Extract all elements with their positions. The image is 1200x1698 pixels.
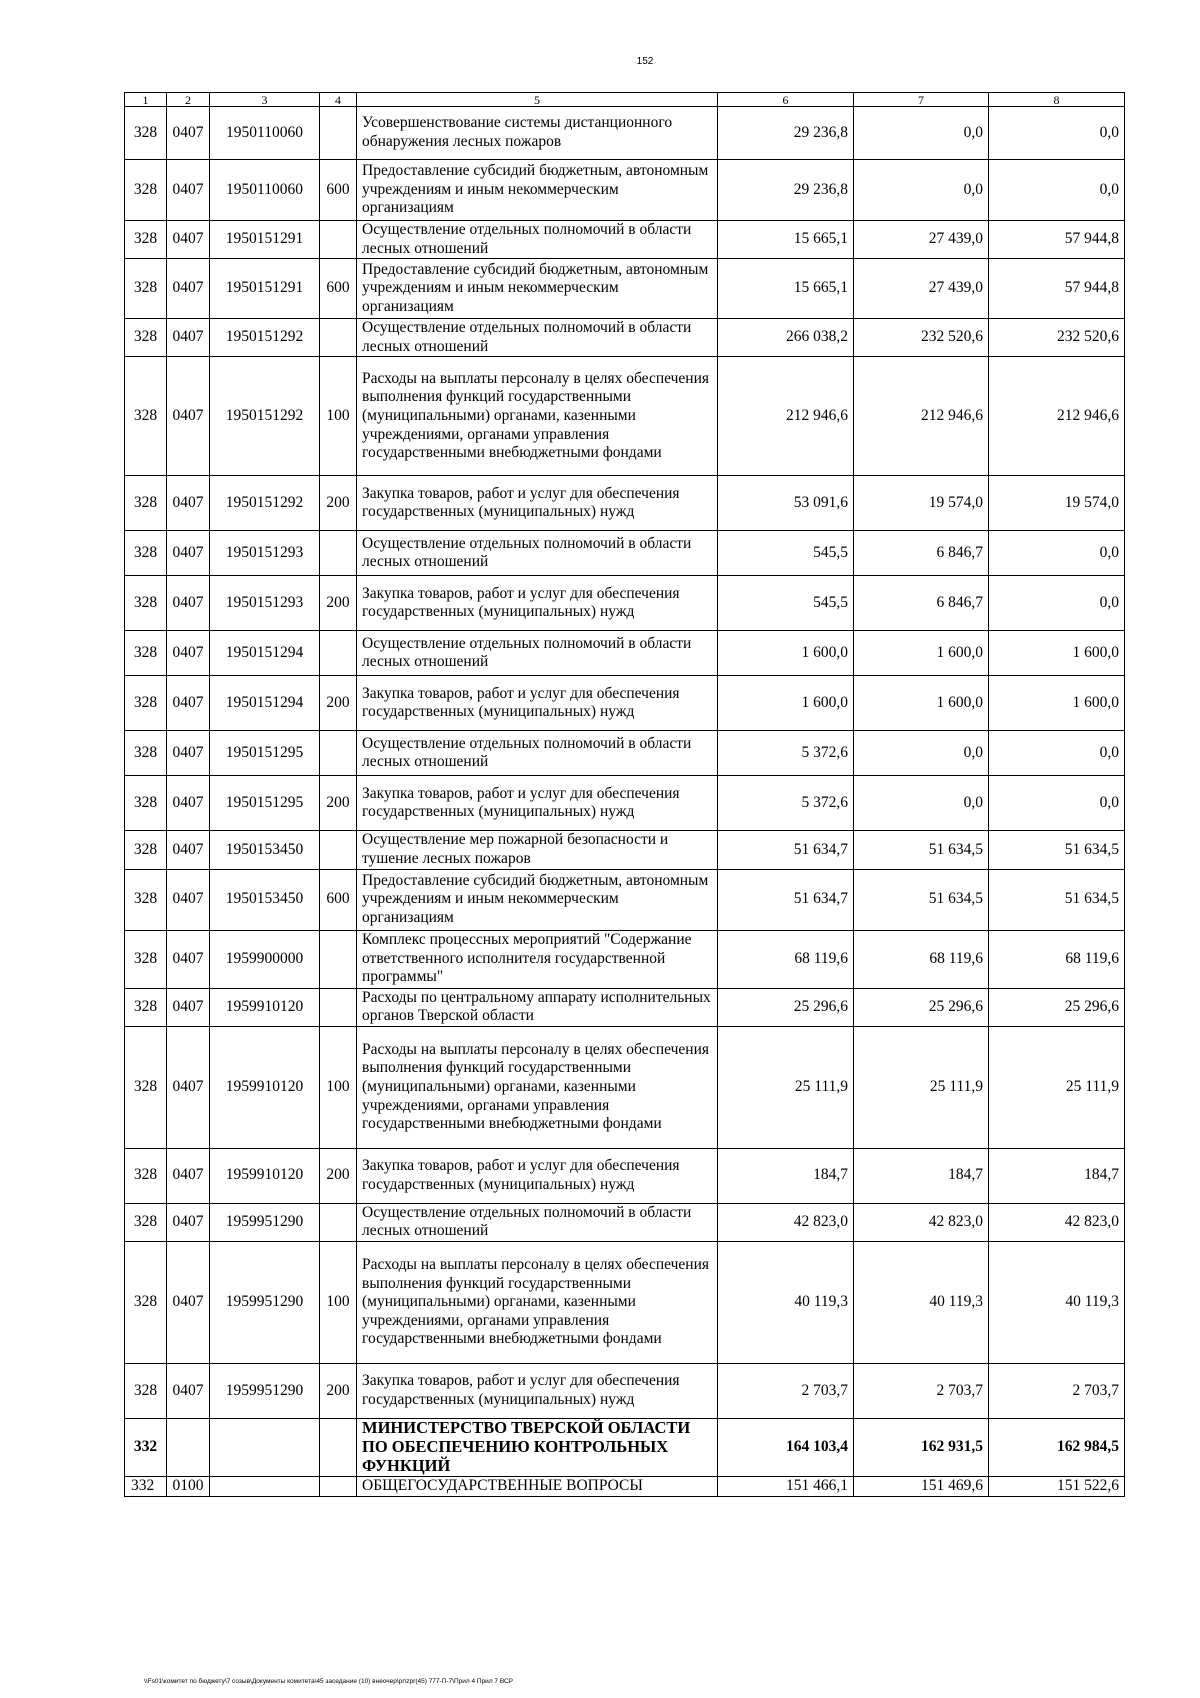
cell-col-5: Расходы на выплаты персоналу в целях обеспечения выполнения функций государственными (муниципальными) органами, казенными учреждениями, органами управления государственными внебюджетными фондами xyxy=(357,1241,718,1363)
cell-col-1: 328 xyxy=(125,1241,167,1363)
cell-col-2 xyxy=(167,1418,210,1476)
cell-col-3: 1959951290 xyxy=(210,1203,320,1241)
cell-col-8: 232 520,6 xyxy=(989,319,1125,357)
table-row xyxy=(125,869,1125,930)
cell-col-3: 1950151295 xyxy=(210,731,320,776)
cell-col-1: 328 xyxy=(125,930,167,988)
cell-col-1: 328 xyxy=(125,776,167,831)
table-row xyxy=(125,1203,1125,1241)
cell-col-6: 25 296,6 xyxy=(718,988,854,1026)
cell-col-2: 0407 xyxy=(167,221,210,259)
cell-col-8: 0,0 xyxy=(989,576,1125,631)
cell-col-2: 0407 xyxy=(167,1148,210,1203)
cell-col-2: 0407 xyxy=(167,731,210,776)
cell-col-4: 200 xyxy=(320,1363,357,1418)
cell-col-1: 328 xyxy=(125,531,167,576)
cell-col-2: 0407 xyxy=(167,531,210,576)
cell-col-4: 200 xyxy=(320,776,357,831)
cell-col-7: 6 846,7 xyxy=(854,576,989,631)
cell-col-8: 2 703,7 xyxy=(989,1363,1125,1418)
cell-col-8: 19 574,0 xyxy=(989,476,1125,531)
cell-col-7: 1 600,0 xyxy=(854,676,989,731)
cell-col-8: 162 984,5 xyxy=(989,1418,1125,1476)
cell-col-1: 332 xyxy=(125,1418,167,1476)
cell-col-8: 184,7 xyxy=(989,1148,1125,1203)
table-row xyxy=(125,357,1125,476)
cell-col-6: 51 634,7 xyxy=(718,831,854,869)
cell-col-7: 2 703,7 xyxy=(854,1363,989,1418)
cell-col-5: Осуществление отдельных полномочий в области лесных отношений xyxy=(357,221,718,259)
cell-col-2: 0407 xyxy=(167,831,210,869)
budget-table xyxy=(124,92,1125,1497)
cell-col-3: 1959951290 xyxy=(210,1241,320,1363)
cell-col-5: Закупка товаров, работ и услуг для обеспечения государственных (муниципальных) нужд xyxy=(357,476,718,531)
cell-col-3: 1959910120 xyxy=(210,988,320,1026)
cell-col-3: 1950153450 xyxy=(210,831,320,869)
cell-col-6: 545,5 xyxy=(718,531,854,576)
cell-col-8: 0,0 xyxy=(989,776,1125,831)
cell-col-4: 100 xyxy=(320,357,357,476)
cell-col-3: 1950151294 xyxy=(210,631,320,676)
cell-col-8: 0,0 xyxy=(989,731,1125,776)
cell-col-1: 328 xyxy=(125,631,167,676)
cell-col-6: 151 466,1 xyxy=(718,1476,854,1496)
cell-col-3: 1950110060 xyxy=(210,160,320,221)
cell-col-4: 200 xyxy=(320,1148,357,1203)
cell-col-1: 328 xyxy=(125,731,167,776)
header-row xyxy=(125,93,1125,107)
cell-col-1: 332 xyxy=(125,1476,167,1496)
header-col-7: 7 xyxy=(854,93,989,107)
cell-col-8: 51 634,5 xyxy=(989,869,1125,930)
cell-col-4 xyxy=(320,930,357,988)
table-row xyxy=(125,1363,1125,1418)
cell-col-6: 68 119,6 xyxy=(718,930,854,988)
cell-col-5: ОБЩЕГОСУДАРСТВЕННЫЕ ВОПРОСЫ xyxy=(357,1476,718,1496)
cell-col-2: 0407 xyxy=(167,107,210,160)
cell-col-3: 1950110060 xyxy=(210,107,320,160)
table-row xyxy=(125,107,1125,160)
cell-col-8: 40 119,3 xyxy=(989,1241,1125,1363)
cell-col-3 xyxy=(210,1418,320,1476)
cell-col-3: 1950151293 xyxy=(210,576,320,631)
header-col-4: 4 xyxy=(320,93,357,107)
cell-col-5: Закупка товаров, работ и услуг для обеспечения государственных (муниципальных) нужд xyxy=(357,1363,718,1418)
cell-col-2: 0407 xyxy=(167,1241,210,1363)
cell-col-2: 0407 xyxy=(167,631,210,676)
header-col-2: 2 xyxy=(167,93,210,107)
cell-col-1: 328 xyxy=(125,576,167,631)
cell-col-4 xyxy=(320,988,357,1026)
cell-col-5: Осуществление отдельных полномочий в области лесных отношений xyxy=(357,319,718,357)
cell-col-7: 151 469,6 xyxy=(854,1476,989,1496)
footer-file-path: \\Fs01\комитет по бюджету\7 созыв\Документы комитета\45 заседание (10) внеочер\pr\zpr(45) 777-П-7\Прил 4 Прил 7 ВСР xyxy=(144,1678,513,1685)
table-row xyxy=(125,259,1125,319)
table-row xyxy=(125,160,1125,221)
cell-col-7: 51 634,5 xyxy=(854,869,989,930)
cell-col-8: 51 634,5 xyxy=(989,831,1125,869)
cell-col-2: 0407 xyxy=(167,1203,210,1241)
cell-col-6: 212 946,6 xyxy=(718,357,854,476)
cell-col-1: 328 xyxy=(125,1148,167,1203)
cell-col-8: 0,0 xyxy=(989,531,1125,576)
cell-col-5: Комплекс процессных мероприятий "Содержание ответственного исполнителя государственной программы" xyxy=(357,930,718,988)
cell-col-1: 328 xyxy=(125,319,167,357)
cell-col-1: 328 xyxy=(125,988,167,1026)
cell-col-1: 328 xyxy=(125,160,167,221)
cell-col-4 xyxy=(320,319,357,357)
cell-col-2: 0407 xyxy=(167,259,210,319)
page-number: 152 xyxy=(636,56,654,67)
cell-col-7: 1 600,0 xyxy=(854,631,989,676)
cell-col-4: 600 xyxy=(320,160,357,221)
table-row xyxy=(125,631,1125,676)
cell-col-7: 68 119,6 xyxy=(854,930,989,988)
header-col-1: 1 xyxy=(125,93,167,107)
cell-col-6: 42 823,0 xyxy=(718,1203,854,1241)
cell-col-4 xyxy=(320,831,357,869)
cell-col-3: 1950151292 xyxy=(210,476,320,531)
cell-col-3: 1959900000 xyxy=(210,930,320,988)
cell-col-6: 164 103,4 xyxy=(718,1418,854,1476)
cell-col-6: 184,7 xyxy=(718,1148,854,1203)
cell-col-6: 53 091,6 xyxy=(718,476,854,531)
cell-col-5: Осуществление отдельных полномочий в области лесных отношений xyxy=(357,731,718,776)
cell-col-7: 162 931,5 xyxy=(854,1418,989,1476)
cell-col-3 xyxy=(210,1476,320,1496)
cell-col-8: 25 111,9 xyxy=(989,1026,1125,1148)
cell-col-2: 0407 xyxy=(167,160,210,221)
table-row xyxy=(125,930,1125,988)
table-row xyxy=(125,1418,1125,1476)
cell-col-8: 1 600,0 xyxy=(989,631,1125,676)
cell-col-7: 0,0 xyxy=(854,776,989,831)
cell-col-3: 1950151291 xyxy=(210,259,320,319)
cell-col-4 xyxy=(320,531,357,576)
cell-col-7: 0,0 xyxy=(854,731,989,776)
cell-col-6: 1 600,0 xyxy=(718,676,854,731)
cell-col-3: 1959951290 xyxy=(210,1363,320,1418)
cell-col-5: Закупка товаров, работ и услуг для обеспечения государственных (муниципальных) нужд xyxy=(357,576,718,631)
table-row xyxy=(125,576,1125,631)
cell-col-3: 1950151291 xyxy=(210,221,320,259)
header-col-3: 3 xyxy=(210,93,320,107)
cell-col-6: 5 372,6 xyxy=(718,776,854,831)
cell-col-2: 0407 xyxy=(167,676,210,731)
header-col-8: 8 xyxy=(989,93,1125,107)
cell-col-5: Осуществление отдельных полномочий в области лесных отношений xyxy=(357,1203,718,1241)
cell-col-7: 25 111,9 xyxy=(854,1026,989,1148)
cell-col-2: 0407 xyxy=(167,930,210,988)
cell-col-8: 25 296,6 xyxy=(989,988,1125,1026)
table-row xyxy=(125,676,1125,731)
cell-col-8: 1 600,0 xyxy=(989,676,1125,731)
cell-col-7: 27 439,0 xyxy=(854,259,989,319)
cell-col-7: 232 520,6 xyxy=(854,319,989,357)
cell-col-8: 0,0 xyxy=(989,107,1125,160)
cell-col-1: 328 xyxy=(125,1203,167,1241)
cell-col-4: 200 xyxy=(320,476,357,531)
cell-col-3: 1950151293 xyxy=(210,531,320,576)
cell-col-1: 328 xyxy=(125,1026,167,1148)
cell-col-8: 151 522,6 xyxy=(989,1476,1125,1496)
cell-col-6: 40 119,3 xyxy=(718,1241,854,1363)
cell-col-2: 0407 xyxy=(167,357,210,476)
cell-col-1: 328 xyxy=(125,676,167,731)
table-row xyxy=(125,1241,1125,1363)
cell-col-7: 27 439,0 xyxy=(854,221,989,259)
cell-col-4 xyxy=(320,221,357,259)
cell-col-5: Закупка товаров, работ и услуг для обеспечения государственных (муниципальных) нужд xyxy=(357,776,718,831)
cell-col-2: 0407 xyxy=(167,476,210,531)
cell-col-4: 100 xyxy=(320,1241,357,1363)
cell-col-1: 328 xyxy=(125,357,167,476)
cell-col-6: 266 038,2 xyxy=(718,319,854,357)
table-row xyxy=(125,831,1125,869)
cell-col-2: 0407 xyxy=(167,988,210,1026)
cell-col-5: Расходы по центральному аппарату исполнительных органов Тверской области xyxy=(357,988,718,1026)
cell-col-4 xyxy=(320,631,357,676)
cell-col-5: Закупка товаров, работ и услуг для обеспечения государственных (муниципальных) нужд xyxy=(357,1148,718,1203)
cell-col-4: 600 xyxy=(320,869,357,930)
cell-col-5: Предоставление субсидий бюджетным, автономным учреждениям и иным некоммерческим организациям xyxy=(357,160,718,221)
cell-col-5: Расходы на выплаты персоналу в целях обеспечения выполнения функций государственными (муниципальными) органами, казенными учреждениями, органами управления государственными внебюджетными фондами xyxy=(357,357,718,476)
table-row xyxy=(125,1476,1125,1496)
table-row xyxy=(125,476,1125,531)
cell-col-2: 0100 xyxy=(167,1476,210,1496)
table-row xyxy=(125,776,1125,831)
cell-col-7: 40 119,3 xyxy=(854,1241,989,1363)
cell-col-6: 29 236,8 xyxy=(718,107,854,160)
cell-col-5: Предоставление субсидий бюджетным, автономным учреждениям и иным некоммерческим организациям xyxy=(357,869,718,930)
cell-col-5: Закупка товаров, работ и услуг для обеспечения государственных (муниципальных) нужд xyxy=(357,676,718,731)
cell-col-5: Осуществление отдельных полномочий в области лесных отношений xyxy=(357,631,718,676)
cell-col-1: 328 xyxy=(125,107,167,160)
table-row xyxy=(125,988,1125,1026)
table-body xyxy=(125,107,1125,1497)
cell-col-7: 51 634,5 xyxy=(854,831,989,869)
cell-col-7: 0,0 xyxy=(854,107,989,160)
table-row xyxy=(125,221,1125,259)
cell-col-8: 57 944,8 xyxy=(989,221,1125,259)
table-row xyxy=(125,531,1125,576)
cell-col-8: 42 823,0 xyxy=(989,1203,1125,1241)
cell-col-7: 19 574,0 xyxy=(854,476,989,531)
cell-col-4: 200 xyxy=(320,576,357,631)
cell-col-7: 184,7 xyxy=(854,1148,989,1203)
cell-col-2: 0407 xyxy=(167,576,210,631)
cell-col-4 xyxy=(320,731,357,776)
cell-col-2: 0407 xyxy=(167,1026,210,1148)
cell-col-1: 328 xyxy=(125,831,167,869)
cell-col-3: 1950153450 xyxy=(210,869,320,930)
cell-col-3: 1959910120 xyxy=(210,1148,320,1203)
cell-col-5: Осуществление мер пожарной безопасности и тушение лесных пожаров xyxy=(357,831,718,869)
cell-col-7: 25 296,6 xyxy=(854,988,989,1026)
cell-col-6: 545,5 xyxy=(718,576,854,631)
cell-col-7: 6 846,7 xyxy=(854,531,989,576)
cell-col-8: 57 944,8 xyxy=(989,259,1125,319)
cell-col-7: 0,0 xyxy=(854,160,989,221)
cell-col-6: 15 665,1 xyxy=(718,221,854,259)
cell-col-5: МИНИСТЕРСТВО ТВЕРСКОЙ ОБЛАСТИ ПО ОБЕСПЕЧЕНИЮ КОНТРОЛЬНЫХ ФУНКЦИЙ xyxy=(357,1418,718,1476)
table-row xyxy=(125,1148,1125,1203)
cell-col-8: 68 119,6 xyxy=(989,930,1125,988)
cell-col-4: 600 xyxy=(320,259,357,319)
cell-col-5: Усовершенствование системы дистанционного обнаружения лесных пожаров xyxy=(357,107,718,160)
table-row xyxy=(125,731,1125,776)
cell-col-7: 212 946,6 xyxy=(854,357,989,476)
cell-col-6: 2 703,7 xyxy=(718,1363,854,1418)
cell-col-6: 15 665,1 xyxy=(718,259,854,319)
cell-col-3: 1950151294 xyxy=(210,676,320,731)
cell-col-6: 29 236,8 xyxy=(718,160,854,221)
cell-col-1: 328 xyxy=(125,1363,167,1418)
cell-col-1: 328 xyxy=(125,869,167,930)
header-col-5: 5 xyxy=(357,93,718,107)
cell-col-7: 42 823,0 xyxy=(854,1203,989,1241)
cell-col-4 xyxy=(320,1476,357,1496)
cell-col-1: 328 xyxy=(125,221,167,259)
cell-col-5: Предоставление субсидий бюджетным, автономным учреждениям и иным некоммерческим организациям xyxy=(357,259,718,319)
cell-col-3: 1950151292 xyxy=(210,357,320,476)
cell-col-2: 0407 xyxy=(167,1363,210,1418)
cell-col-6: 5 372,6 xyxy=(718,731,854,776)
table-row xyxy=(125,319,1125,357)
cell-col-1: 328 xyxy=(125,259,167,319)
cell-col-4 xyxy=(320,107,357,160)
cell-col-5: Осуществление отдельных полномочий в области лесных отношений xyxy=(357,531,718,576)
cell-col-3: 1959910120 xyxy=(210,1026,320,1148)
cell-col-4 xyxy=(320,1203,357,1241)
header-col-6: 6 xyxy=(718,93,854,107)
cell-col-1: 328 xyxy=(125,476,167,531)
cell-col-3: 1950151295 xyxy=(210,776,320,831)
cell-col-2: 0407 xyxy=(167,776,210,831)
table-row xyxy=(125,1026,1125,1148)
cell-col-4: 100 xyxy=(320,1026,357,1148)
cell-col-3: 1950151292 xyxy=(210,319,320,357)
cell-col-8: 0,0 xyxy=(989,160,1125,221)
cell-col-6: 25 111,9 xyxy=(718,1026,854,1148)
cell-col-4 xyxy=(320,1418,357,1476)
cell-col-8: 212 946,6 xyxy=(989,357,1125,476)
cell-col-6: 51 634,7 xyxy=(718,869,854,930)
cell-col-2: 0407 xyxy=(167,319,210,357)
cell-col-2: 0407 xyxy=(167,869,210,930)
cell-col-5: Расходы на выплаты персоналу в целях обеспечения выполнения функций государственными (муниципальными) органами, казенными учреждениями, органами управления государственными внебюджетными фондами xyxy=(357,1026,718,1148)
cell-col-6: 1 600,0 xyxy=(718,631,854,676)
cell-col-4: 200 xyxy=(320,676,357,731)
